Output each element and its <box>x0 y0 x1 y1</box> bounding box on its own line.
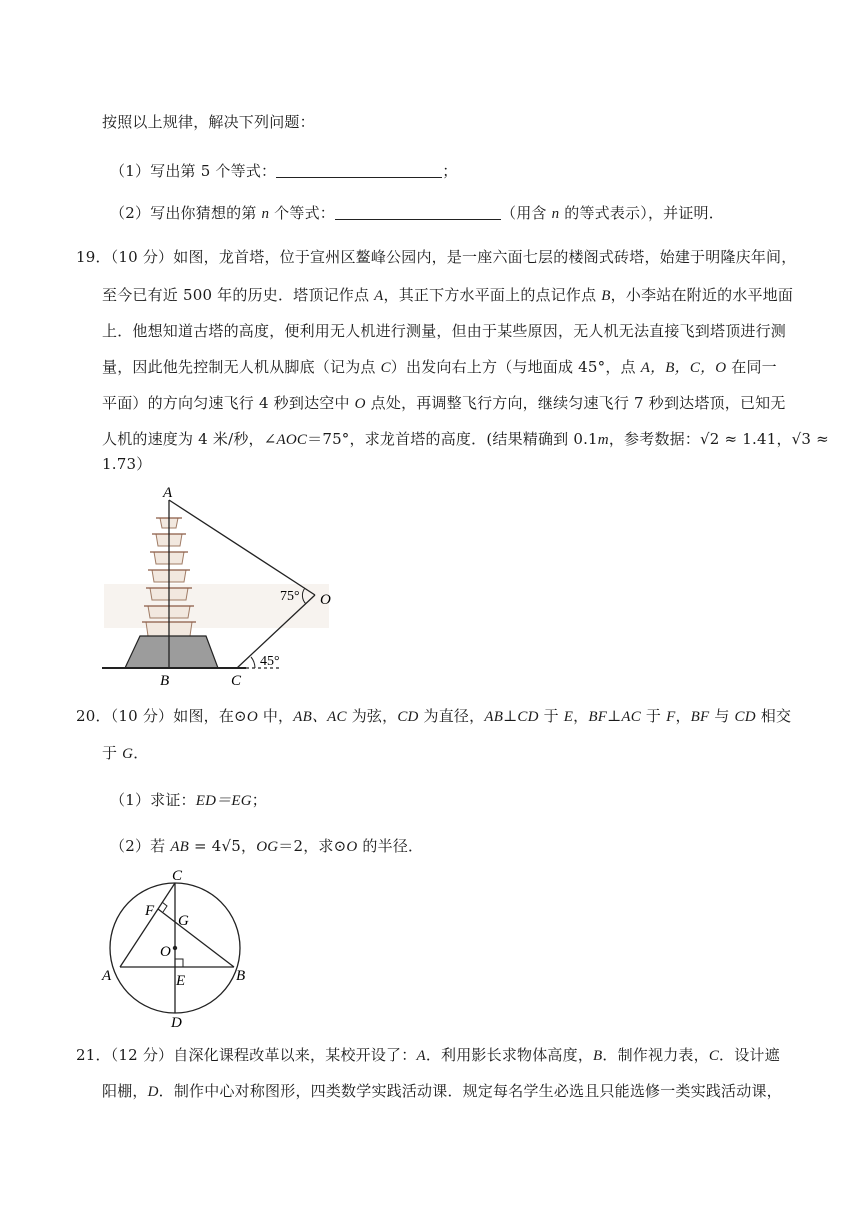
angle-45-arc <box>251 657 255 668</box>
circle-figure <box>96 866 266 1032</box>
answer-blank-2[interactable] <box>335 205 501 220</box>
center-point <box>173 946 177 950</box>
label-e: E <box>176 973 186 989</box>
pagoda-base <box>125 636 218 668</box>
label-75: 75° <box>280 589 300 604</box>
q19-line-7: 1.73） <box>102 455 152 473</box>
label-b: B <box>236 968 246 984</box>
q19-line-6: 人机的速度为 4 米/秒，∠AOC＝75°，求龙首塔的高度．(结果精确到 0.1m，参考数据：√2 ≈ 1.41，√3 ≈ <box>102 430 829 448</box>
q19-line-2: 至今已有近 500 年的历史．塔顶记作点 A，其正下方水平面上的点记作点 B，小李站在附近的水平地面 <box>102 286 794 304</box>
q19-line-4: 量，因此他先控制无人机从脚底（记为点 C）出发向右上方（与地面成 45°，点 A，B，C，O 在同一 <box>102 358 777 376</box>
label-a: A <box>163 485 173 501</box>
label-f: F <box>145 903 155 919</box>
label-c: C <box>172 868 183 884</box>
right-angle-e <box>175 959 183 967</box>
pagoda-illustration <box>104 504 329 668</box>
q20-line-2: 于 G． <box>102 744 149 762</box>
pagoda-figure <box>100 484 340 690</box>
segment-ao <box>169 500 315 595</box>
label-o: O <box>320 592 331 608</box>
q21-line-2: 阳棚，D．制作中心对称图形，四类数学实践活动课．规定每名学生必选且只能选修一类实践活动课， <box>102 1082 782 1100</box>
label-45: 45° <box>260 654 280 669</box>
right-angle-f <box>162 902 167 912</box>
q21-line-1: 21．（12 分）自深化课程改革以来，某校开设了：A．利用影长求物体高度，B．制作视力表，C．设计遮 <box>76 1046 780 1064</box>
q20-part-2: （2）若 AB = 4√5，OG＝2，求⊙O 的半径． <box>110 837 424 855</box>
q19-line-5: 平面）的方向匀速飞行 4 秒到达空中 O 点处，再调整飞行方向，继续匀速飞行 7 秒到达塔顶，已知无 <box>102 394 786 412</box>
q19-line-3: 上．他想知道古塔的高度，便利用无人机进行测量，但由于某些原因，无人机无法直接飞到塔顶进行测 <box>102 322 787 340</box>
q20-part-1: （1）求证：ED＝EG； <box>110 791 267 809</box>
label-b: B <box>160 673 170 689</box>
intro-text: 按照以上规律，解决下列问题： <box>102 113 315 131</box>
label-d: D <box>171 1015 182 1031</box>
label-o: O <box>160 944 171 960</box>
question-18-part-2: （2）写出你猜想的第 n 个等式： （用含 n 的等式表示），并证明． <box>110 204 724 222</box>
label-a: A <box>102 968 112 984</box>
q20-line-1: 20．（10 分）如图，在⊙O 中，AB、AC 为弦，CD 为直径，AB⊥CD 于 E，BF⊥AC 于 F，BF 与 CD 相交 <box>76 707 792 725</box>
label-c: C <box>231 673 242 689</box>
question-18-part-1: （1）写出第 5 个等式： ； <box>110 162 458 180</box>
q19-line-1: 19．（10 分）如图，龙首塔，位于宣州区鳌峰公园内，是一座六面七层的楼阁式砖塔，始建于明隆庆年间， <box>76 248 797 266</box>
label-g: G <box>178 913 189 929</box>
answer-blank-1[interactable] <box>276 163 442 178</box>
